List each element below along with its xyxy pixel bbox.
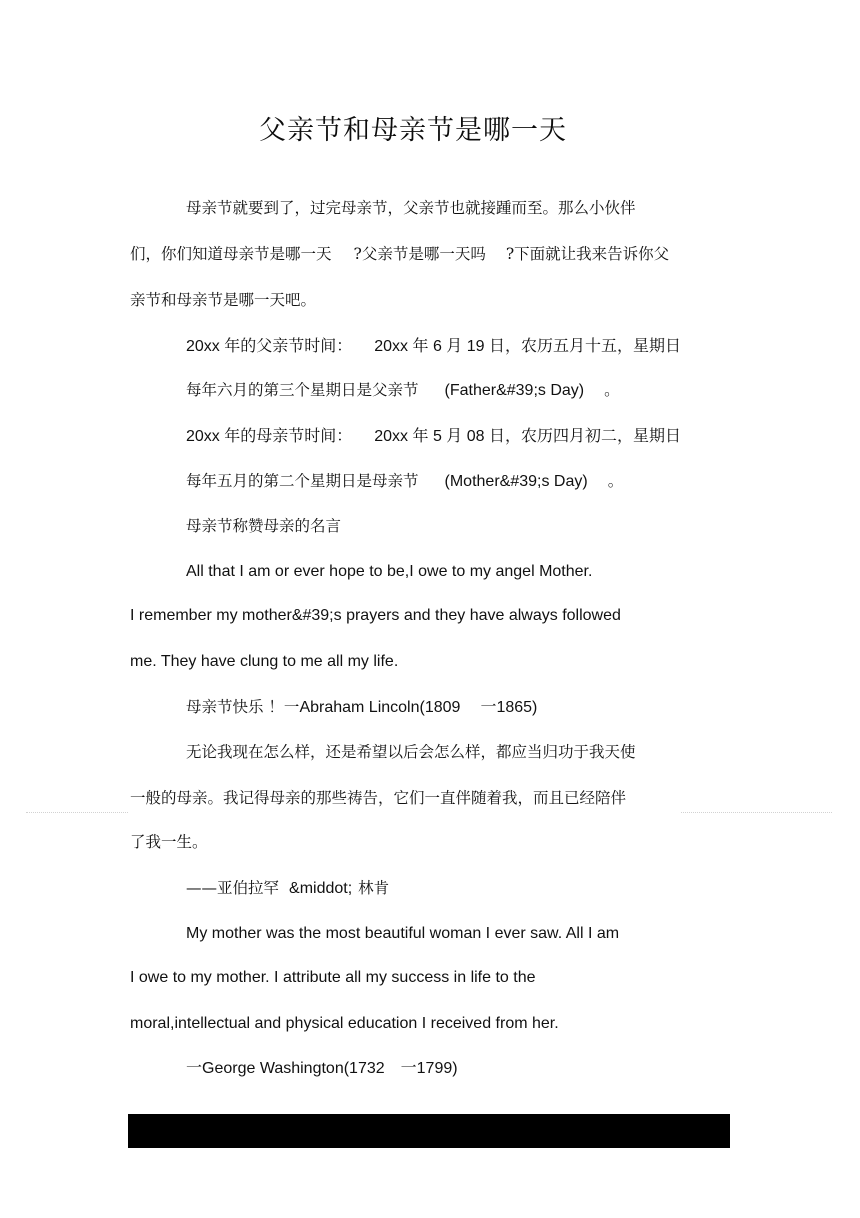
quote-2-english-line-1: I remember my mother&#39;s prayers and they have always followed	[130, 607, 621, 624]
quote-2-chinese-attribution	[186, 876, 389, 901]
quote-3-english-line-3: moral,intellectual and physical education I received from her.	[130, 1015, 559, 1032]
father-day-date-label: 20xx 年的父亲节时间：	[186, 338, 353, 355]
mother-day-date-value: 20xx 年 5 月 08 日，农历四月初二，星期日	[374, 428, 681, 445]
footer-redaction-bar	[128, 1114, 730, 1148]
intro-line-3: 亲节和母亲节是哪一天吧。	[130, 291, 317, 309]
quote-1-english: All that I am or ever hope to be,I owe to my angel Mother.	[186, 563, 593, 580]
quote-2-attribution-prefix: 母亲节快乐 ！一	[186, 698, 300, 716]
quotes-heading: 母亲节称赞母亲的名言	[186, 517, 342, 535]
mother-day-rule-end: 。	[607, 472, 624, 490]
intro-line-2-part-1: 们，你们知道母亲节是哪一天	[130, 245, 332, 263]
quote-2-chinese-attribution-name: 林肯	[358, 879, 390, 897]
quote-3-attribution	[186, 1056, 458, 1081]
father-day-date	[186, 334, 681, 359]
quote-2-chinese-line-2: 一般的母亲。我记得母亲的那些祷告，它们一直伴随着我，而且已经陪伴	[130, 789, 627, 807]
quote-2-chinese-line-3: 了我一生。	[130, 833, 208, 851]
mother-day-rule	[186, 469, 623, 494]
quote-2-author-end: 一1865)	[480, 699, 538, 716]
intro-line-2	[130, 242, 669, 266]
father-day-rule-end: 。	[604, 381, 620, 399]
father-day-date-value: 20xx 年 6 月 19 日，农历五月十五，星期日	[374, 338, 681, 355]
intro-line-2-part-2: ?父亲节是哪一天吗	[353, 245, 486, 263]
quote-2-attribution	[186, 695, 537, 720]
page-title: 父亲节和母亲节是哪一天	[259, 115, 567, 146]
mother-day-rule-text: 每年五月的第二个星期日是母亲节	[186, 472, 419, 490]
quote-2-chinese-line-1: 无论我现在怎么样，还是希望以后会怎么样，都应当归功于我天使	[186, 743, 636, 761]
quote-2-chinese-attribution-dot: &middot;	[289, 880, 353, 897]
father-day-english-name: (Father&#39;s Day)	[444, 382, 585, 399]
father-day-rule	[186, 378, 620, 403]
quote-3-english-line-2: I owe to my mother. I attribute all my success in life to the	[130, 969, 536, 986]
quote-2-chinese-attribution-prefix: ——亚伯拉罕	[186, 879, 280, 897]
quote-3-english-line-1: My mother was the most beautiful woman I ever saw. All I am	[186, 925, 620, 942]
father-day-rule-text: 每年六月的第三个星期日是父亲节	[186, 381, 419, 399]
mother-day-date	[186, 424, 681, 449]
intro-line-2-part-3: ?下面就让我来告诉你父	[505, 245, 670, 263]
mother-day-english-name: (Mother&#39;s Day)	[444, 473, 588, 490]
quote-2-english-line-2: me. They have clung to me all my life.	[130, 653, 399, 670]
mother-day-date-label: 20xx 年的母亲节时间：	[186, 428, 353, 445]
quote-2-author: Abraham Lincoln(1809	[299, 699, 461, 716]
quote-3-author-end: 一1799)	[400, 1060, 458, 1077]
intro-line-1: 母亲节就要到了，过完母亲节，父亲节也就接踵而至。那么小伙伴	[186, 199, 636, 217]
quote-3-author: 一George Washington(1732	[186, 1060, 385, 1077]
